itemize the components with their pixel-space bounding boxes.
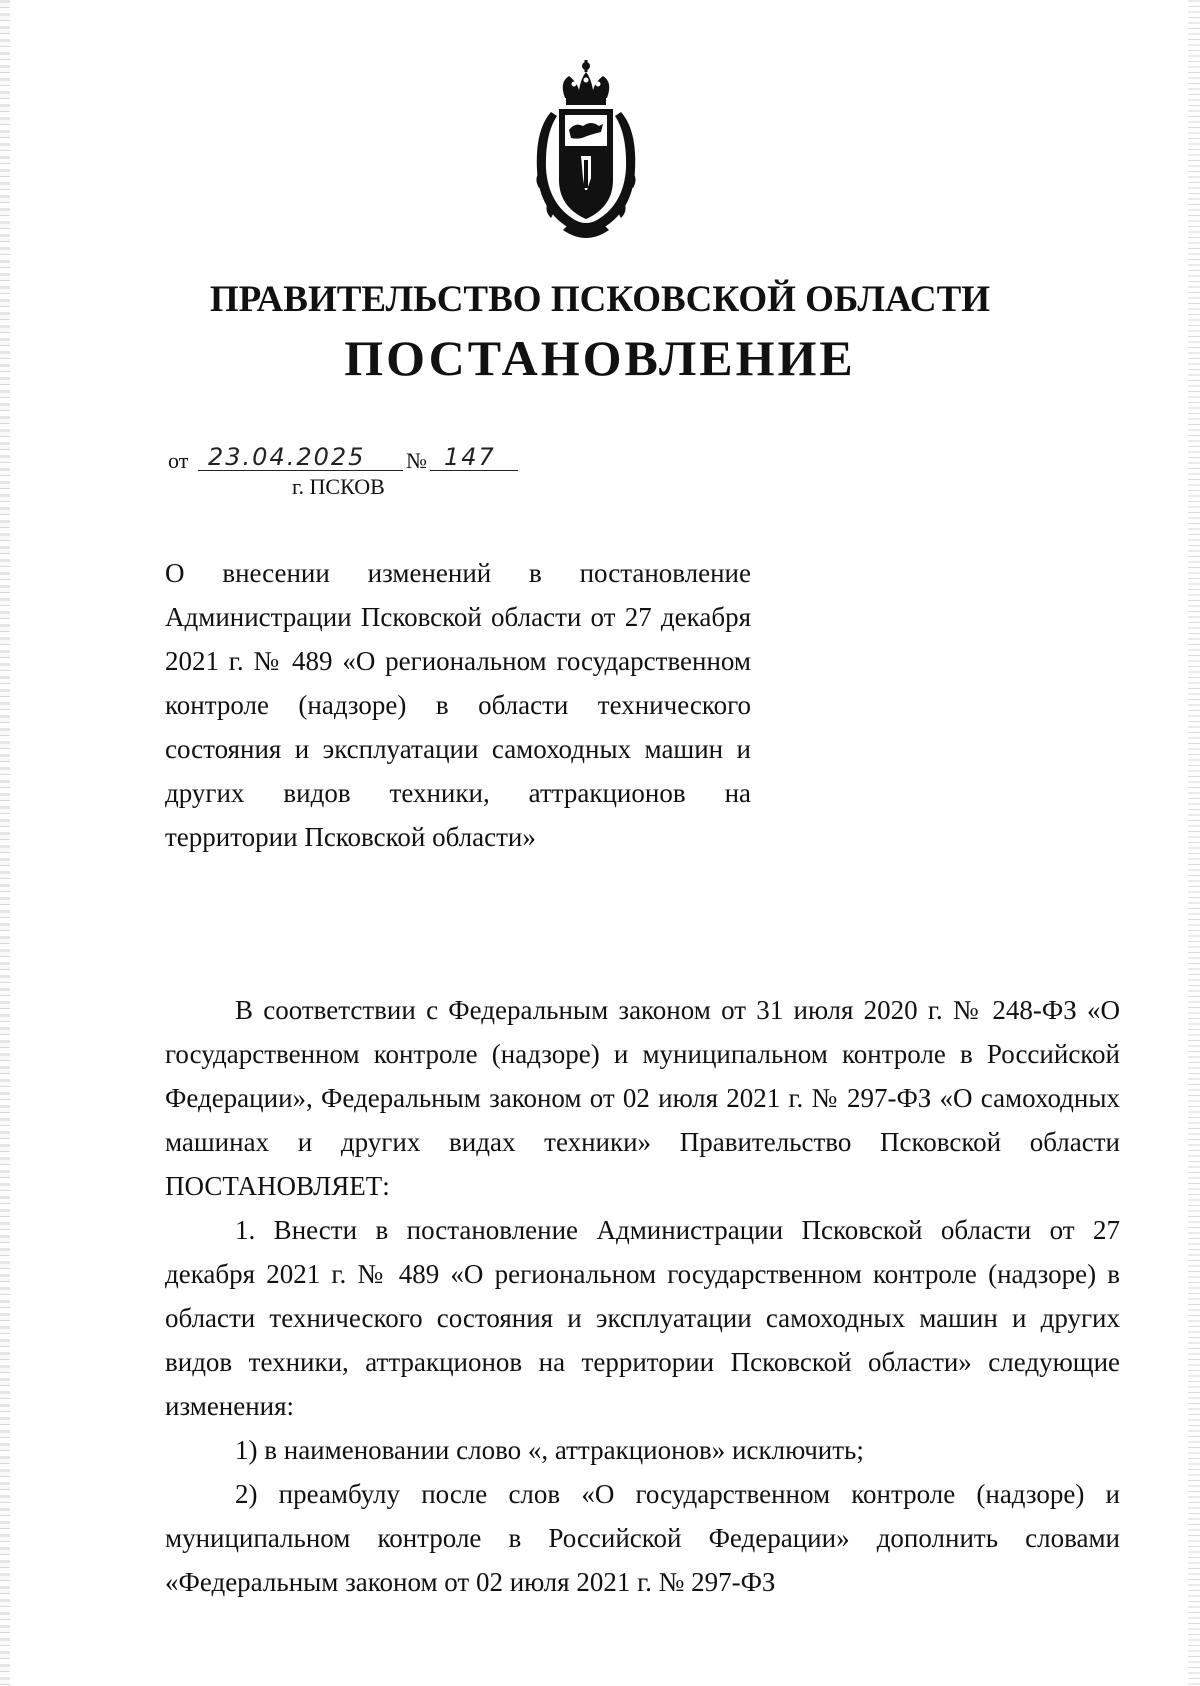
document-type: ПОСТАНОВЛЕНИЕ — [344, 330, 856, 386]
subject-block — [165, 551, 751, 859]
handwritten-date: 23.04.2025 — [198, 445, 403, 471]
city: г. ПСКОВ — [292, 474, 385, 499]
handwritten-number: 147 — [430, 445, 518, 471]
scan-edge-right — [1188, 0, 1200, 1686]
item-1-paragraph: 1. Внести в постановление Администрации Псковской области от 27 декабря 2021 г. № 489 «О региональном государственном контроле (надзоре) в области технического состояния и эксплуатации самоходных машин и других видов техники, аттракционов на территории Псковской области» следующие изменения: — [165, 1215, 1120, 1421]
date-prefix: от — [168, 448, 189, 473]
subject-text: О внесении изменений в постановление Администрации Псковской области от 27 декабря 2021 г. № 489 «О региональном государственном контроле (надзоре) в области технического состояния и эксплуатации самоходных машин и других видов техники, аттракционов на территории Псковской области» — [165, 558, 751, 852]
scan-edge-left — [0, 0, 10, 1686]
subitem-1-paragraph: 1) в наименовании слово «, аттракционов» исключить; — [235, 1435, 864, 1465]
number-sign: № — [406, 448, 427, 473]
coat-of-arms-icon — [529, 60, 643, 242]
government-title: ПРАВИТЕЛЬСТВО ПСКОВСКОЙ ОБЛАСТИ — [209, 279, 991, 320]
body-text — [165, 988, 1120, 1604]
preamble-paragraph: В соответствии с Федеральным законом от 31 июля 2020 г. № 248-ФЗ «О государственном контроле (надзоре) и муниципальном контроле в Российской Федерации», Федеральным законом от 02 июля 2021 г. № 297-ФЗ «О самоходных машинах и других видах техники» Правительство Псковской области ПОСТАНОВЛЯЕТ: — [165, 995, 1120, 1201]
subitem-2-paragraph: 2) преамбулу после слов «О государственном контроле (надзоре) и муниципальном контроле в Российской Федерации» дополнить словами «Федеральным законом от 02 июля 2021 г. № 297-ФЗ — [165, 1479, 1120, 1597]
